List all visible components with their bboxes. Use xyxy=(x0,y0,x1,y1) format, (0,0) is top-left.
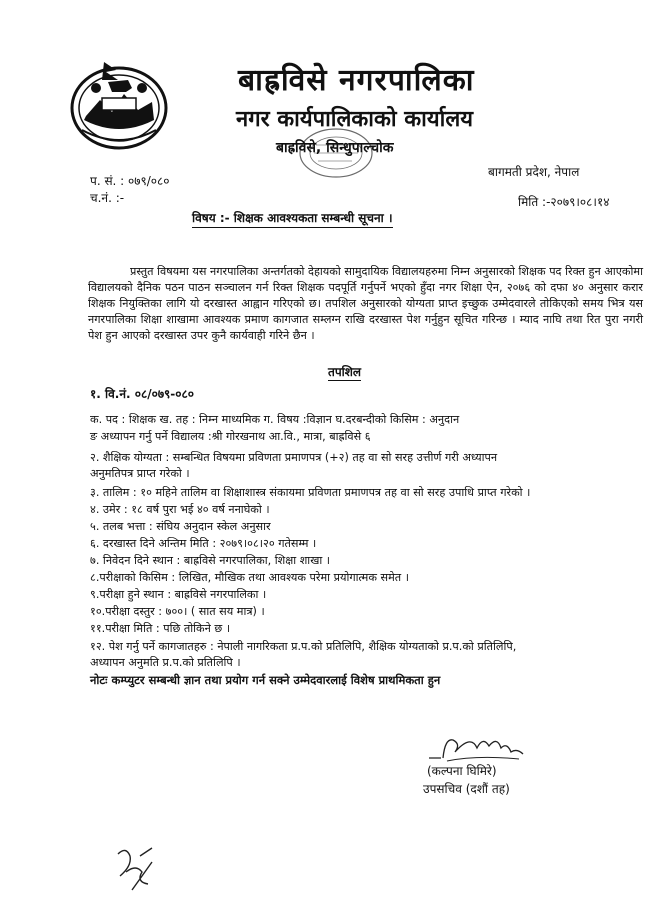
detail-line: अनुमतिपत्र प्राप्त गरेको । xyxy=(90,467,190,480)
detail-line: अध्यापन अनुमति प्र.प.को प्रतिलिपि । xyxy=(90,656,241,669)
municipality-name: बाह्रविसे नगरपालिका xyxy=(238,63,475,98)
dispatch-number: च.नं. :- xyxy=(90,191,125,205)
detail-line: ३. तालिम : १० महिने तालिम वा शिक्षाशास्त्र संकायमा प्रविणता प्रमाणपत्र तह वा सो सरह उपाधि प्राप्त गरेको । xyxy=(90,486,531,499)
detail-line: २. शैक्षिक योग्यता : सम्बन्धित विषयमा प्रविणता प्रमाणपत्र (+२) तह वा सो सरह उत्तीर्ण गरी अध्यापन xyxy=(90,451,498,464)
detail-line: १२. पेश गर्नु पर्ने कागजातहरु : नेपाली नागरिकता प्र.प.को प्रतिलिपि, शैक्षिक योग्यताको प्र.प.को प्रतिलिपि, xyxy=(90,640,517,653)
signatory-name: (कल्पना घिमिरे) xyxy=(427,764,497,778)
detail-line: ७. निवेदन दिने स्थान : बाह्रविसे नगरपालिका, शिक्षा शाखा । xyxy=(90,554,331,567)
province-label: बागमती प्रदेश, नेपाल xyxy=(488,165,580,179)
subject-line: विषय :- शिक्षक आवश्यकता सम्बन्धी सूचना । xyxy=(192,209,393,228)
handwritten-mark-icon xyxy=(112,842,158,894)
detail-line: १०.परीक्षा दस्तुर : ७००। ( सात सय मात्र) । xyxy=(90,605,265,618)
reference-number: प. सं. : ०७९/०८० xyxy=(90,174,170,188)
detail-line: ङ अध्यापन गर्नु पर्ने विद्यालय :श्री गोरखनाथ आ.वि., मात्रा, बाह्रविसे ६ xyxy=(90,430,371,443)
signature-icon xyxy=(427,728,527,766)
details-heading: तपशिल xyxy=(328,365,362,379)
detail-line: क. पद : शिक्षक ख. तह : निम्न माध्यमिक ग. विषय :विज्ञान घ.दरबन्दीको किसिम : अनुदान xyxy=(90,413,460,426)
advertisement-number: १. वि.नं. ०८/०७९-०८० xyxy=(90,387,194,401)
detail-line: ५. तलब भत्ता : संघिय अनुदान स्केल अनुसार xyxy=(90,520,271,533)
notice-date: मिति :-२०७९।०८।१४ xyxy=(518,195,610,209)
detail-line: ११.परीक्षा मिति : पछि तोकिने छ । xyxy=(90,622,231,635)
government-emblem-icon xyxy=(68,58,170,150)
detail-line: ८.परीक्षाको किसिम : लिखित, मौखिक तथा आवश्यक परेमा प्रयोगात्मक समेत । xyxy=(90,571,409,584)
paragraph-text: प्रस्तुत विषयमा यस नगरपालिका अन्तर्गतको देहायको सामुदायिक विद्यालयहरुमा निम्न अनुसारको शिक्षक पद रिक्त हुन आएकोमा विद्यालयको दैनिक पठन पाठन सञ्चालन गर्न रिक्त शिक्षक पदपूर्ति गर्नुपर्ने भएको हुँदा नगर शिक्षा ऐन, २०७६ को दफा ४० अनुसार करार शिक्षक नियुक्तिका लागि यो दरखास्त आह्वान गरिएको छ। तपशिल अनुसारको योग्यता प्राप्त इच्छुक उम्मेदवारले तोकिएको समय भित्र यस नगरपालिका शिक्षा शाखामा आवश्यक प्रमाण कागजात सम्लग्न राखि दरखास्त पेश गर्नुहुन सूचित गरिन्छ । म्याद नाघि तथा रित पुरा नगरी पेश हुन आएको दरखास्त उपर कुनै कार्यवाही गरिने छैन । xyxy=(88,265,643,342)
office-address: बाह्रविसे, सिन्धुपाल्चोक xyxy=(276,140,394,156)
detail-line: ४. उमेर : १८ वर्ष पुरा भई ४० वर्ष ननाघेको । xyxy=(90,503,270,516)
detail-line: ६. दरखास्त दिने अन्तिम मिति : २०७९।०८।२० गतेसम्म । xyxy=(90,537,317,550)
notice-note: नोटः कम्प्युटर सम्बन्धी ज्ञान तथा प्रयोग गर्न सक्ने उम्मेदवारलाई विशेष प्राथमिकता हुन xyxy=(90,673,441,687)
notice-paragraph xyxy=(88,264,643,344)
signatory-post: उपसचिव (दशौं तह) xyxy=(423,782,510,796)
detail-line: ९.परीक्षा हुने स्थान : बाह्रविसे नगरपालिका । xyxy=(90,588,267,601)
office-name: नगर कार्यपालिकाको कार्यालय xyxy=(236,107,473,132)
